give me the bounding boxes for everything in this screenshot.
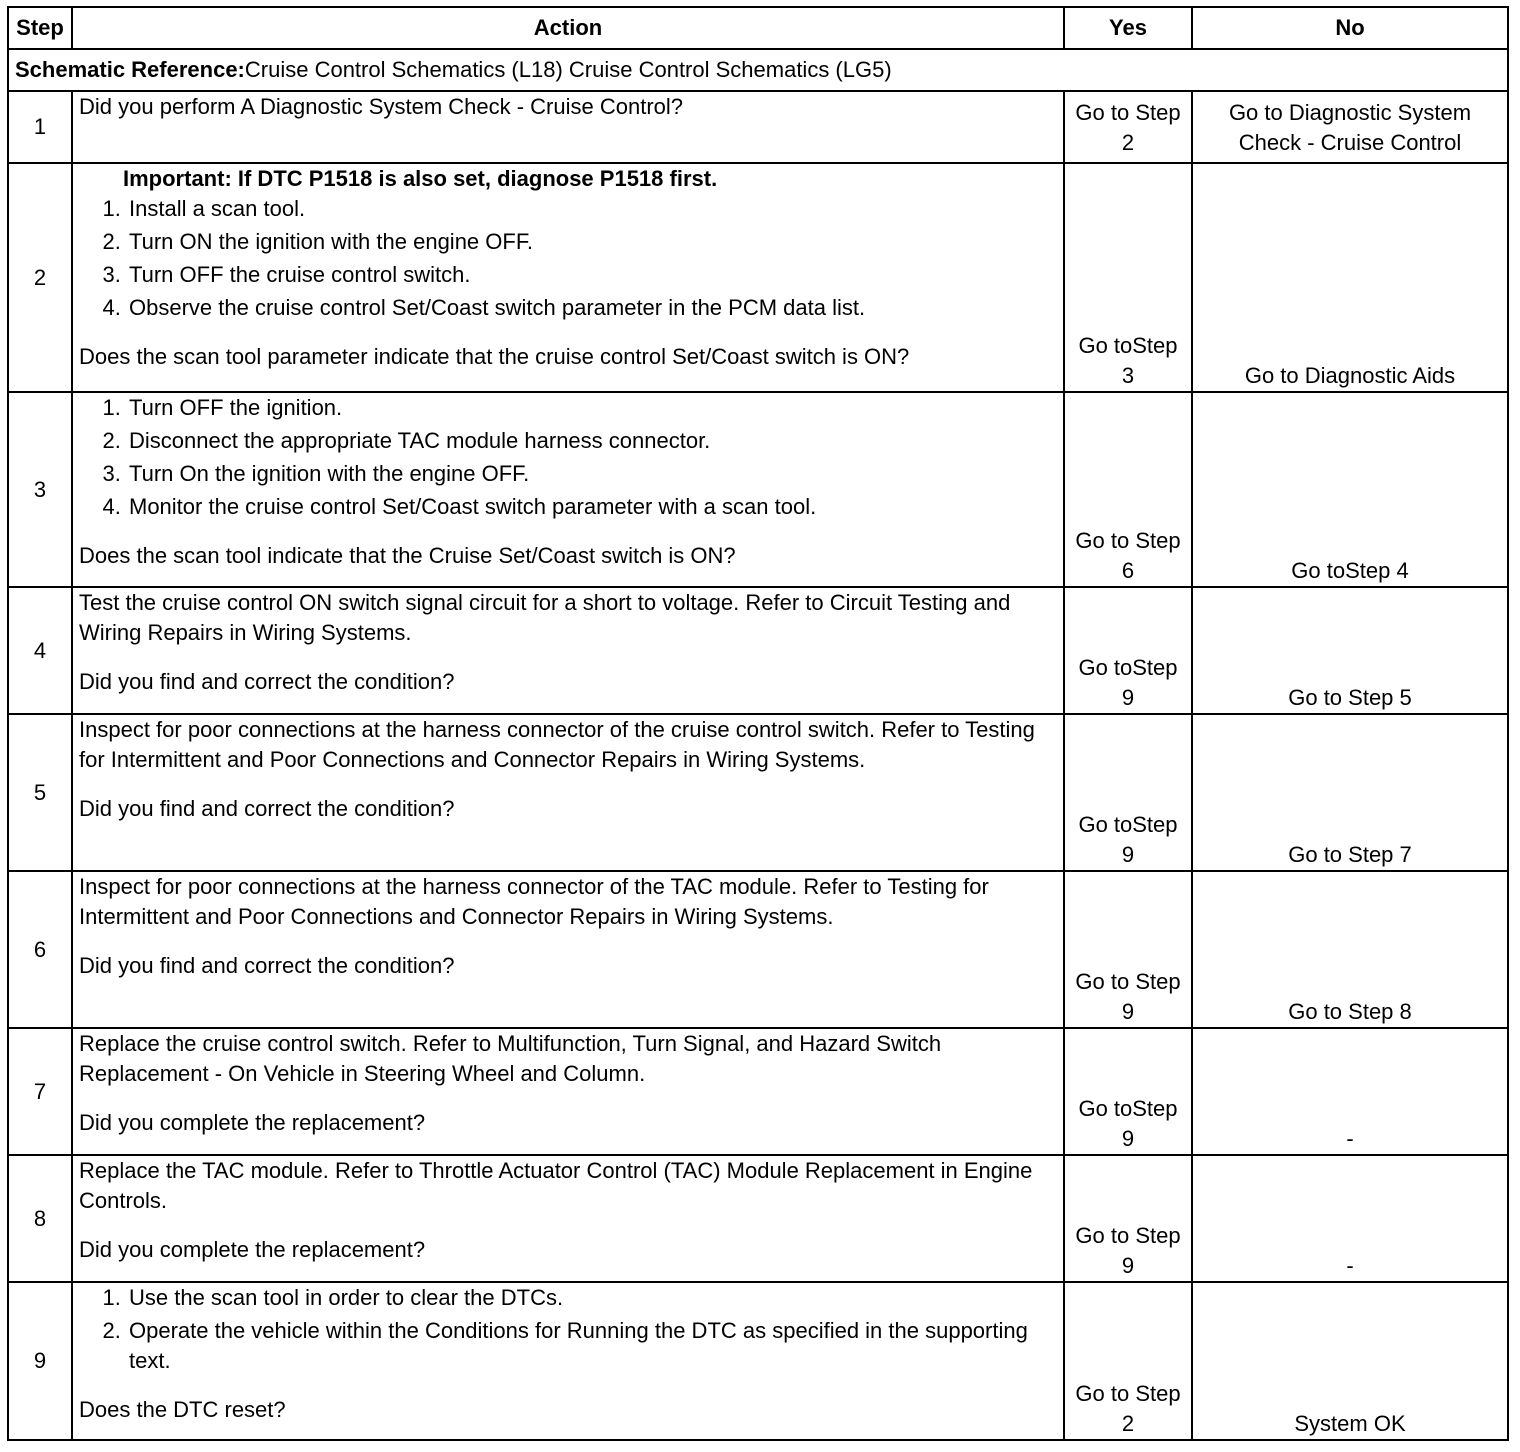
step-number: 5	[8, 714, 72, 871]
step-number: 3	[8, 392, 72, 587]
instruction-list	[79, 194, 1057, 323]
table-row	[8, 714, 1508, 871]
list-item: 2. Disconnect the appropriate TAC module harness connector.	[127, 426, 1057, 456]
action-cell	[72, 163, 1064, 392]
question-text: Does the scan tool parameter indicate that the cruise control Set/Coast switch is ON?	[79, 344, 910, 369]
step-number: 9	[8, 1282, 72, 1440]
yes-link[interactable]: Go to Step 9	[1064, 871, 1192, 1028]
table-row	[8, 163, 1508, 392]
list-item: 4. Observe the cruise control Set/Coast switch parameter in the PCM data list.	[127, 293, 1057, 323]
header-step: Step	[8, 7, 72, 49]
list-item: 1. Use the scan tool in order to clear the DTCs.	[127, 1283, 1057, 1313]
header-row	[8, 7, 1508, 49]
instruction-list	[79, 393, 1057, 522]
no-link[interactable]: Go toStep 4	[1192, 392, 1508, 587]
no-link[interactable]: Go to Step 7	[1192, 714, 1508, 871]
list-item: 4. Monitor the cruise control Set/Coast switch parameter with a scan tool.	[127, 492, 1057, 522]
list-item: 3. Turn On the ignition with the engine OFF.	[127, 459, 1057, 489]
list-item: 2. Turn ON the ignition with the engine OFF.	[127, 227, 1057, 257]
schematic-reference	[8, 49, 1508, 91]
action-text: Replace the cruise control switch. Refer to Multifunction, Turn Signal, and Hazard Switch Replacement - On Vehicle in Steering Wheel and Column.	[79, 1031, 942, 1086]
action-text: Replace the TAC module. Refer to Throttle Actuator Control (TAC) Module Replacement in Engine Controls.	[79, 1158, 1033, 1213]
step-number: 1	[8, 91, 72, 163]
no-link: System OK	[1192, 1282, 1508, 1440]
header-yes: Yes	[1064, 7, 1192, 49]
step-number: 8	[8, 1155, 72, 1282]
yes-link[interactable]: Go to Step 6	[1064, 392, 1192, 587]
diagnostic-table	[7, 6, 1509, 1441]
table-row	[8, 871, 1508, 1028]
table-row	[8, 1155, 1508, 1282]
step-number: 6	[8, 871, 72, 1028]
action-cell	[72, 871, 1064, 1028]
yes-link[interactable]: Go toStep 9	[1064, 714, 1192, 871]
action-cell	[72, 91, 1064, 163]
question-text: Does the scan tool indicate that the Cruise Set/Coast switch is ON?	[79, 543, 736, 568]
yes-link[interactable]: Go toStep 3	[1064, 163, 1192, 392]
step-number: 2	[8, 163, 72, 392]
yes-link[interactable]: Go toStep 9	[1064, 1028, 1192, 1155]
schematic-reference-link[interactable]: Cruise Control Schematics (L18) Cruise Control Schematics (LG5)	[244, 57, 892, 82]
action-cell	[72, 714, 1064, 871]
step-number: 4	[8, 587, 72, 714]
action-cell	[72, 392, 1064, 587]
list-item: 3. Turn OFF the cruise control switch.	[127, 260, 1057, 290]
list-item: 2. Operate the vehicle within the Conditions for Running the DTC as specified in the supporting text.	[127, 1316, 1057, 1376]
action-cell	[72, 1282, 1064, 1440]
question-text: Does the DTC reset?	[79, 1397, 286, 1422]
table-row	[8, 1282, 1508, 1440]
header-no: No	[1192, 7, 1508, 49]
action-text: Inspect for poor connections at the harness connector of the TAC module. Refer to Testing for Intermittent and Poor Connections and Connector Repairs in Wiring Systems.	[79, 874, 989, 929]
table-row	[8, 91, 1508, 163]
important-note: Important: If DTC P1518 is also set, diagnose P1518 first.	[123, 166, 718, 191]
action-cell	[72, 1155, 1064, 1282]
list-item: 1. Install a scan tool.	[127, 194, 1057, 224]
yes-link[interactable]: Go to Step 2	[1064, 91, 1192, 163]
action-cell	[72, 1028, 1064, 1155]
schematic-reference-row	[8, 49, 1508, 91]
question-text: Did you complete the replacement?	[79, 1237, 426, 1262]
no-link[interactable]: Go to Step 8	[1192, 871, 1508, 1028]
no-link[interactable]: Go to Step 5	[1192, 587, 1508, 714]
no-link: -	[1192, 1155, 1508, 1282]
no-link[interactable]: Go to Diagnostic System Check - Cruise Control	[1192, 91, 1508, 163]
table-row	[8, 587, 1508, 714]
schematic-reference-label: Schematic Reference:	[15, 57, 245, 82]
action-text: Test the cruise control ON switch signal circuit for a short to voltage. Refer to Circuit Testing and Wiring Repairs in Wiring Systems.	[79, 590, 1011, 645]
table-row	[8, 392, 1508, 587]
no-link[interactable]: Go to Diagnostic Aids	[1192, 163, 1508, 392]
question-text: Did you find and correct the condition?	[79, 669, 455, 694]
list-item: 1. Turn OFF the ignition.	[127, 393, 1057, 423]
action-text: Did you perform A Diagnostic System Check - Cruise Control?	[79, 94, 684, 119]
step-number: 7	[8, 1028, 72, 1155]
yes-link[interactable]: Go toStep 9	[1064, 587, 1192, 714]
header-action: Action	[72, 7, 1064, 49]
table-row	[8, 1028, 1508, 1155]
yes-link[interactable]: Go to Step 2	[1064, 1282, 1192, 1440]
yes-link[interactable]: Go to Step 9	[1064, 1155, 1192, 1282]
action-text: Inspect for poor connections at the harness connector of the cruise control switch. Refer to Testing for Intermittent and Poor Connections and Connector Repairs in Wiring Systems.	[79, 717, 1035, 772]
no-link: -	[1192, 1028, 1508, 1155]
action-cell	[72, 587, 1064, 714]
question-text: Did you find and correct the condition?	[79, 953, 455, 978]
question-text: Did you complete the replacement?	[79, 1110, 426, 1135]
instruction-list	[79, 1283, 1057, 1376]
question-text: Did you find and correct the condition?	[79, 796, 455, 821]
